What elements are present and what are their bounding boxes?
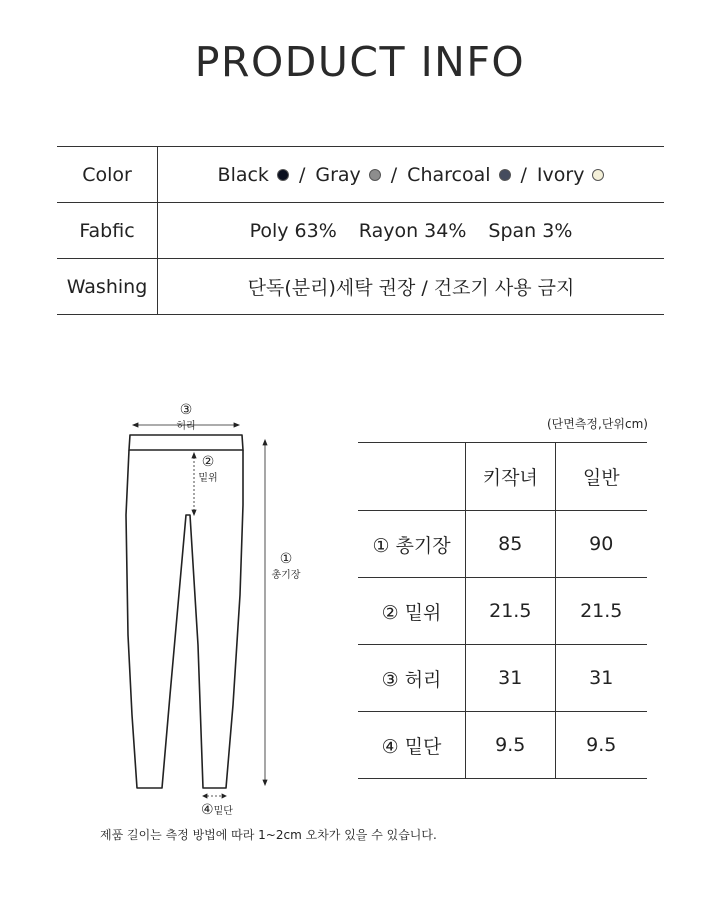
header-petite: 키작녀 — [466, 443, 555, 511]
waist-text: 허리 — [176, 421, 196, 432]
length-label — [266, 552, 306, 581]
row-label: ② 밑위 — [358, 578, 466, 645]
color-name-charcoal: Charcoal — [407, 163, 491, 186]
color-label: Color — [57, 147, 158, 202]
fabric-poly: Poly 63% — [249, 219, 337, 242]
separator: / — [390, 163, 398, 186]
size-header-row — [358, 443, 647, 511]
hem-text: 밑단 — [213, 806, 233, 817]
separator: / — [520, 163, 527, 186]
row-label: ③ 허리 — [358, 645, 466, 712]
header-regular: 일반 — [555, 443, 647, 511]
color-gray — [315, 164, 380, 186]
fabric-rayon: Rayon 34% — [358, 219, 467, 242]
header-blank — [358, 443, 466, 511]
fabric-label: Fabfic — [57, 203, 158, 258]
measurement-note: 제품 길이는 측정 방법에 따라 1~2cm 오차가 있을 수 있습니다. — [100, 828, 437, 842]
color-name-ivory: Ivory — [536, 163, 585, 186]
unit-note: (단면측정,단위cm) — [546, 417, 648, 431]
color-values — [158, 147, 664, 202]
regular-value: 21.5 — [555, 578, 647, 645]
fabric-span: Span 3% — [488, 219, 573, 242]
color-name-black: Black — [217, 163, 269, 186]
fabric-row — [57, 203, 664, 259]
waist-number: ③ — [179, 402, 193, 418]
page-title: PRODUCT INFO — [194, 38, 526, 86]
size-table — [358, 442, 647, 779]
leggings-drawing — [0, 395, 340, 825]
washing-row — [57, 259, 664, 315]
row-label: ① 총기장 — [358, 511, 466, 578]
hem-label — [196, 802, 238, 818]
length-number: ① — [279, 551, 293, 567]
petite-value: 85 — [466, 511, 555, 578]
leggings-diagram — [0, 395, 340, 825]
regular-value: 90 — [555, 511, 647, 578]
regular-value: 31 — [555, 645, 647, 712]
rise-number: ② — [201, 454, 215, 470]
gray-swatch-icon — [369, 169, 381, 181]
regular-value: 9.5 — [555, 712, 647, 779]
color-charcoal — [407, 164, 510, 186]
separator: / — [298, 163, 306, 186]
table-row — [358, 511, 647, 578]
row-label: ④ 밑단 — [358, 712, 466, 779]
leggings-outline — [126, 450, 243, 788]
washing-value: 단독(분리)세탁 권장 / 건조기 사용 금지 — [247, 277, 575, 299]
table-row — [358, 645, 647, 712]
waistband-outline — [129, 435, 243, 450]
hem-number: ④ — [201, 802, 214, 818]
petite-value: 21.5 — [466, 578, 555, 645]
fabric-values — [158, 203, 664, 258]
color-ivory — [537, 164, 605, 186]
rise-text: 밑위 — [198, 473, 218, 484]
product-info-table — [57, 146, 664, 315]
ivory-swatch-icon — [592, 169, 604, 181]
color-name-gray: Gray — [315, 163, 361, 186]
length-text: 총기장 — [271, 570, 301, 581]
table-row — [358, 578, 647, 645]
petite-value: 31 — [466, 645, 555, 712]
rise-label — [192, 455, 224, 484]
washing-label: Washing — [57, 259, 158, 314]
color-black — [218, 164, 289, 186]
waist-label — [170, 403, 202, 432]
black-swatch-icon — [277, 169, 289, 181]
charcoal-swatch-icon — [499, 169, 511, 181]
petite-value: 9.5 — [466, 712, 555, 779]
color-row — [57, 147, 664, 203]
table-row — [358, 712, 647, 779]
